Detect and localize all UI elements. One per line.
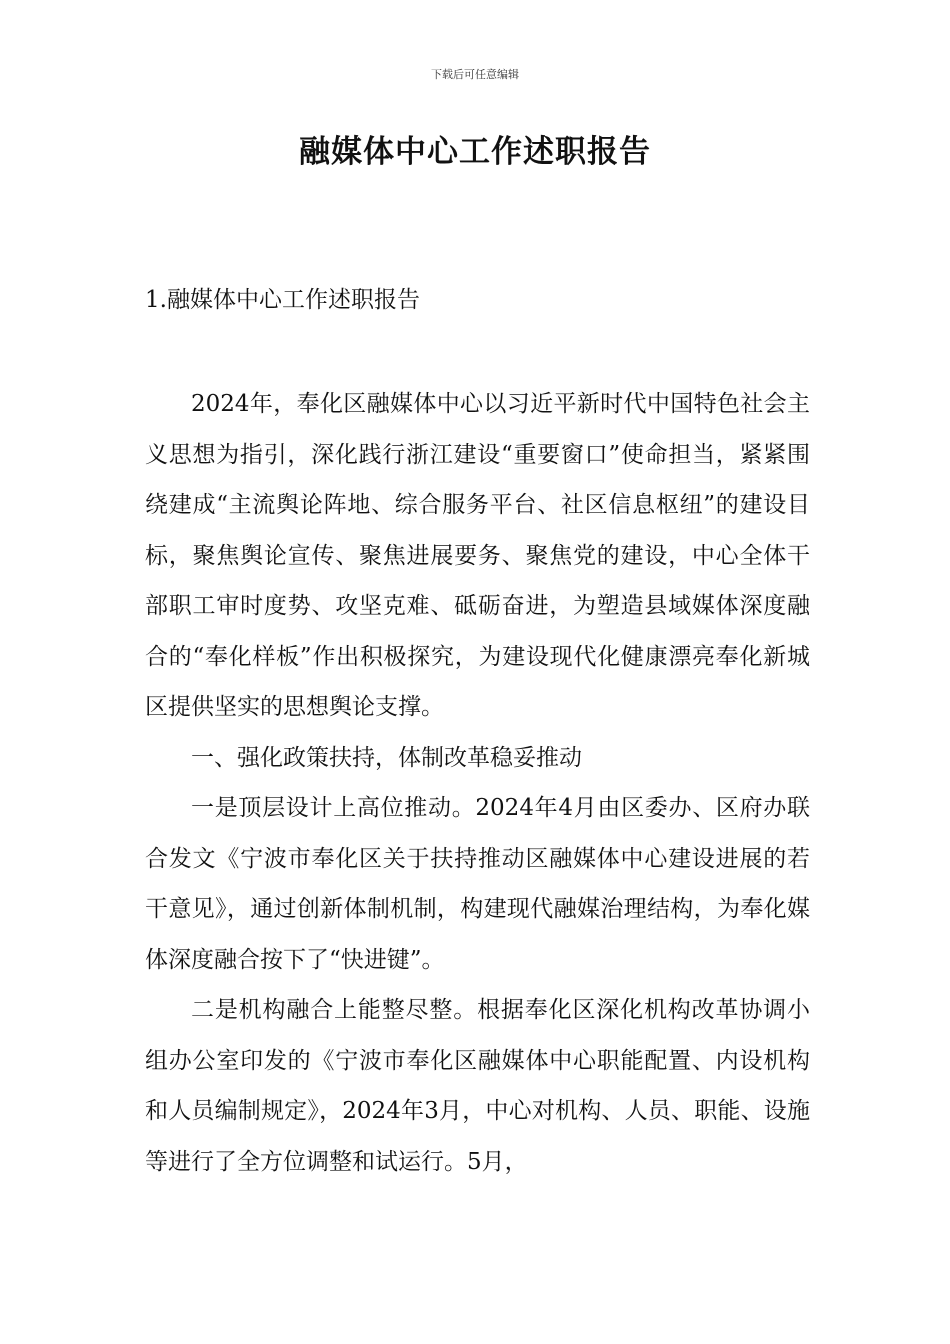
paragraph-top-level-design: 一是顶层设计上高位推动。2024年4月由区委办、区府办联合发文《宁波市奉化区关于扶持推动区融媒体中心建设进展的若干意见》，通过创新体制机制，构建现代融媒治理结构，为奉化媒体深度融合按下了“快进键”。 [145, 795, 810, 973]
header-note: 下载后可任意编辑 [431, 68, 519, 81]
paragraph-institution-integration: 二是机构融合上能整尽整。根据奉化区深化机构改革协调小组办公室印发的《宁波市奉化区融媒体中心职能配置、内设机构和人员编制规定》，2024年3月，中心对机构、人员、职能、设施等进行了全方位调整和试运行。5月， [145, 997, 810, 1175]
subheading-policy-support: 一、强化政策扶持，体制改革稳妥推动 [191, 744, 582, 771]
section-heading: 1.融媒体中心工作述职报告 [145, 287, 420, 313]
paragraph-intro: 2024年，奉化区融媒体中心以习近平新时代中国特色社会主义思想为指引，深化践行浙江建设“重要窗口”使命担当，紧紧围绕建成“主流舆论阵地、综合服务平台、社区信息枢纽”的建设目标，聚焦舆论宣传、聚焦进展要务、聚焦党的建设，中心全体干部职工审时度势、攻坚克难、砥砺奋进，为塑造县域媒体深度融合的“奉化样板”作出积极探究，为建设现代化健康漂亮奉化新城区提供坚实的思想舆论支撑。 [145, 391, 810, 720]
body-text [145, 379, 810, 1187]
document-title: 融媒体中心工作述职报告 [299, 134, 651, 170]
